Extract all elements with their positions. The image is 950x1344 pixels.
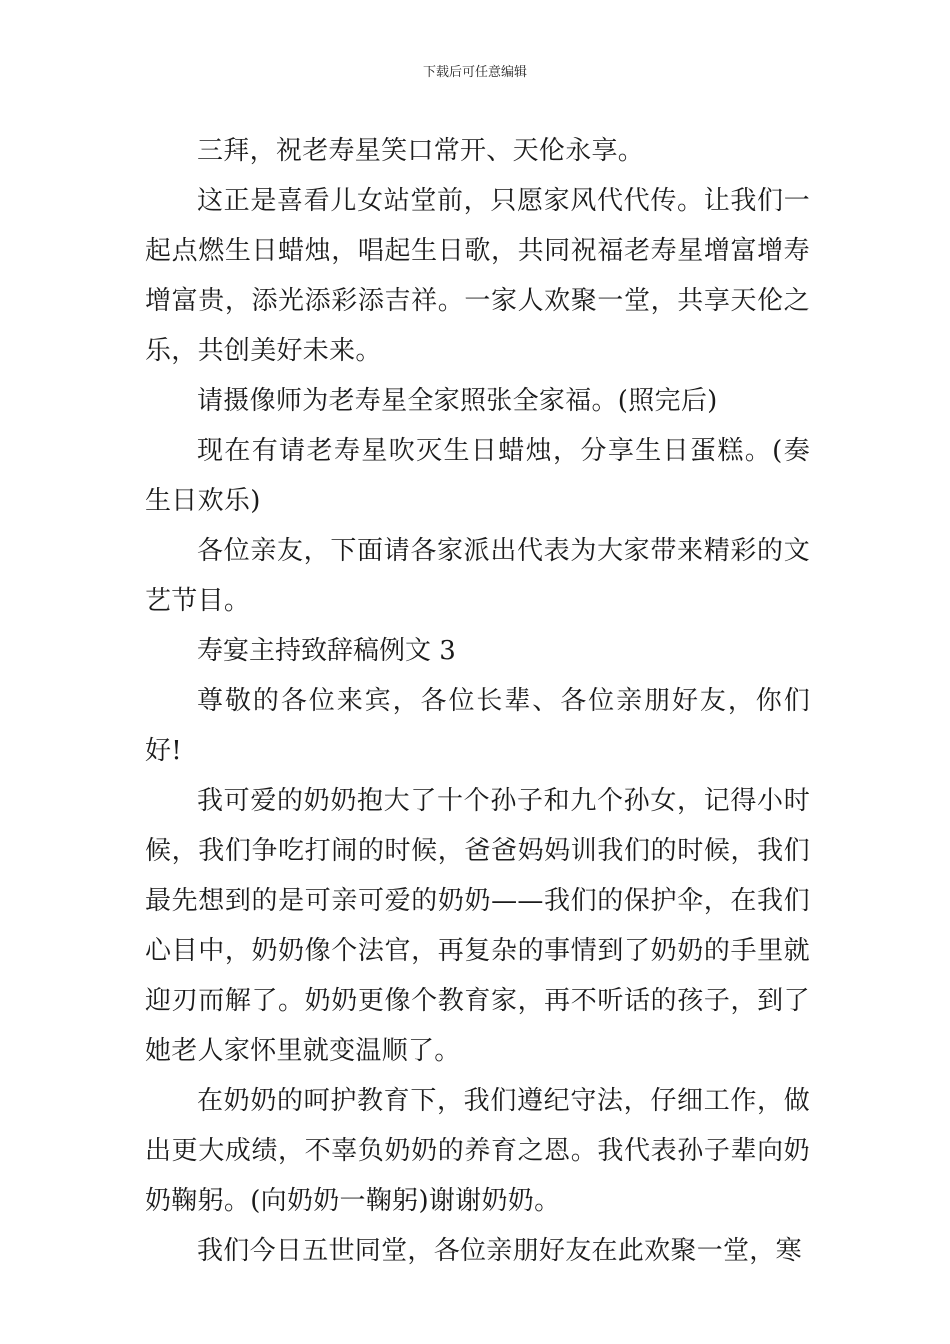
paragraph: 在奶奶的呵护教育下，我们遵纪守法，仔细工作，做出更大成绩，不辜负奶奶的养育之恩。我代表孙子辈向奶奶鞠躬。(向奶奶一鞠躬)谢谢奶奶。 [145,1086,810,1216]
paragraph: 我们今日五世同堂，各位亲朋好友在此欢聚一堂，寒 [197,1236,802,1266]
paragraph: 尊敬的各位来宾，各位长辈、各位亲朋好友，你们好! [145,686,810,766]
paragraph: 三拜，祝老寿星笑口常开、天伦永享。 [197,136,645,166]
document-body [145,126,810,1276]
section-title: 寿宴主持致辞稿例文 3 [197,636,456,666]
paragraph: 各位亲友，下面请各家派出代表为大家带来精彩的文艺节目。 [145,536,810,616]
page-header: 下载后可任意编辑 [422,65,527,80]
paragraph: 现在有请老寿星吹灭生日蜡烛，分享生日蛋糕。(奏生日欢乐) [145,436,810,516]
paragraph: 我可爱的奶奶抱大了十个孙子和九个孙女，记得小时候，我们争吃打闹的时候，爸爸妈妈训我们的时候，我们最先想到的是可亲可爱的奶奶——我们的保护伞，在我们心目中，奶奶像个法官，再复杂的事情到了奶奶的手里就迎刃而解了。奶奶更像个教育家，再不听话的孩子，到了她老人家怀里就变温顺了。 [145,786,810,1066]
paragraph: 请摄像师为老寿星全家照张全家福。(照完后) [197,386,718,416]
paragraph: 这正是喜看儿女站堂前，只愿家风代代传。让我们一起点燃生日蜡烛，唱起生日歌，共同祝福老寿星增富增寿增富贵，添光添彩添吉祥。一家人欢聚一堂，共享天伦之乐，共创美好未来。 [145,186,810,366]
